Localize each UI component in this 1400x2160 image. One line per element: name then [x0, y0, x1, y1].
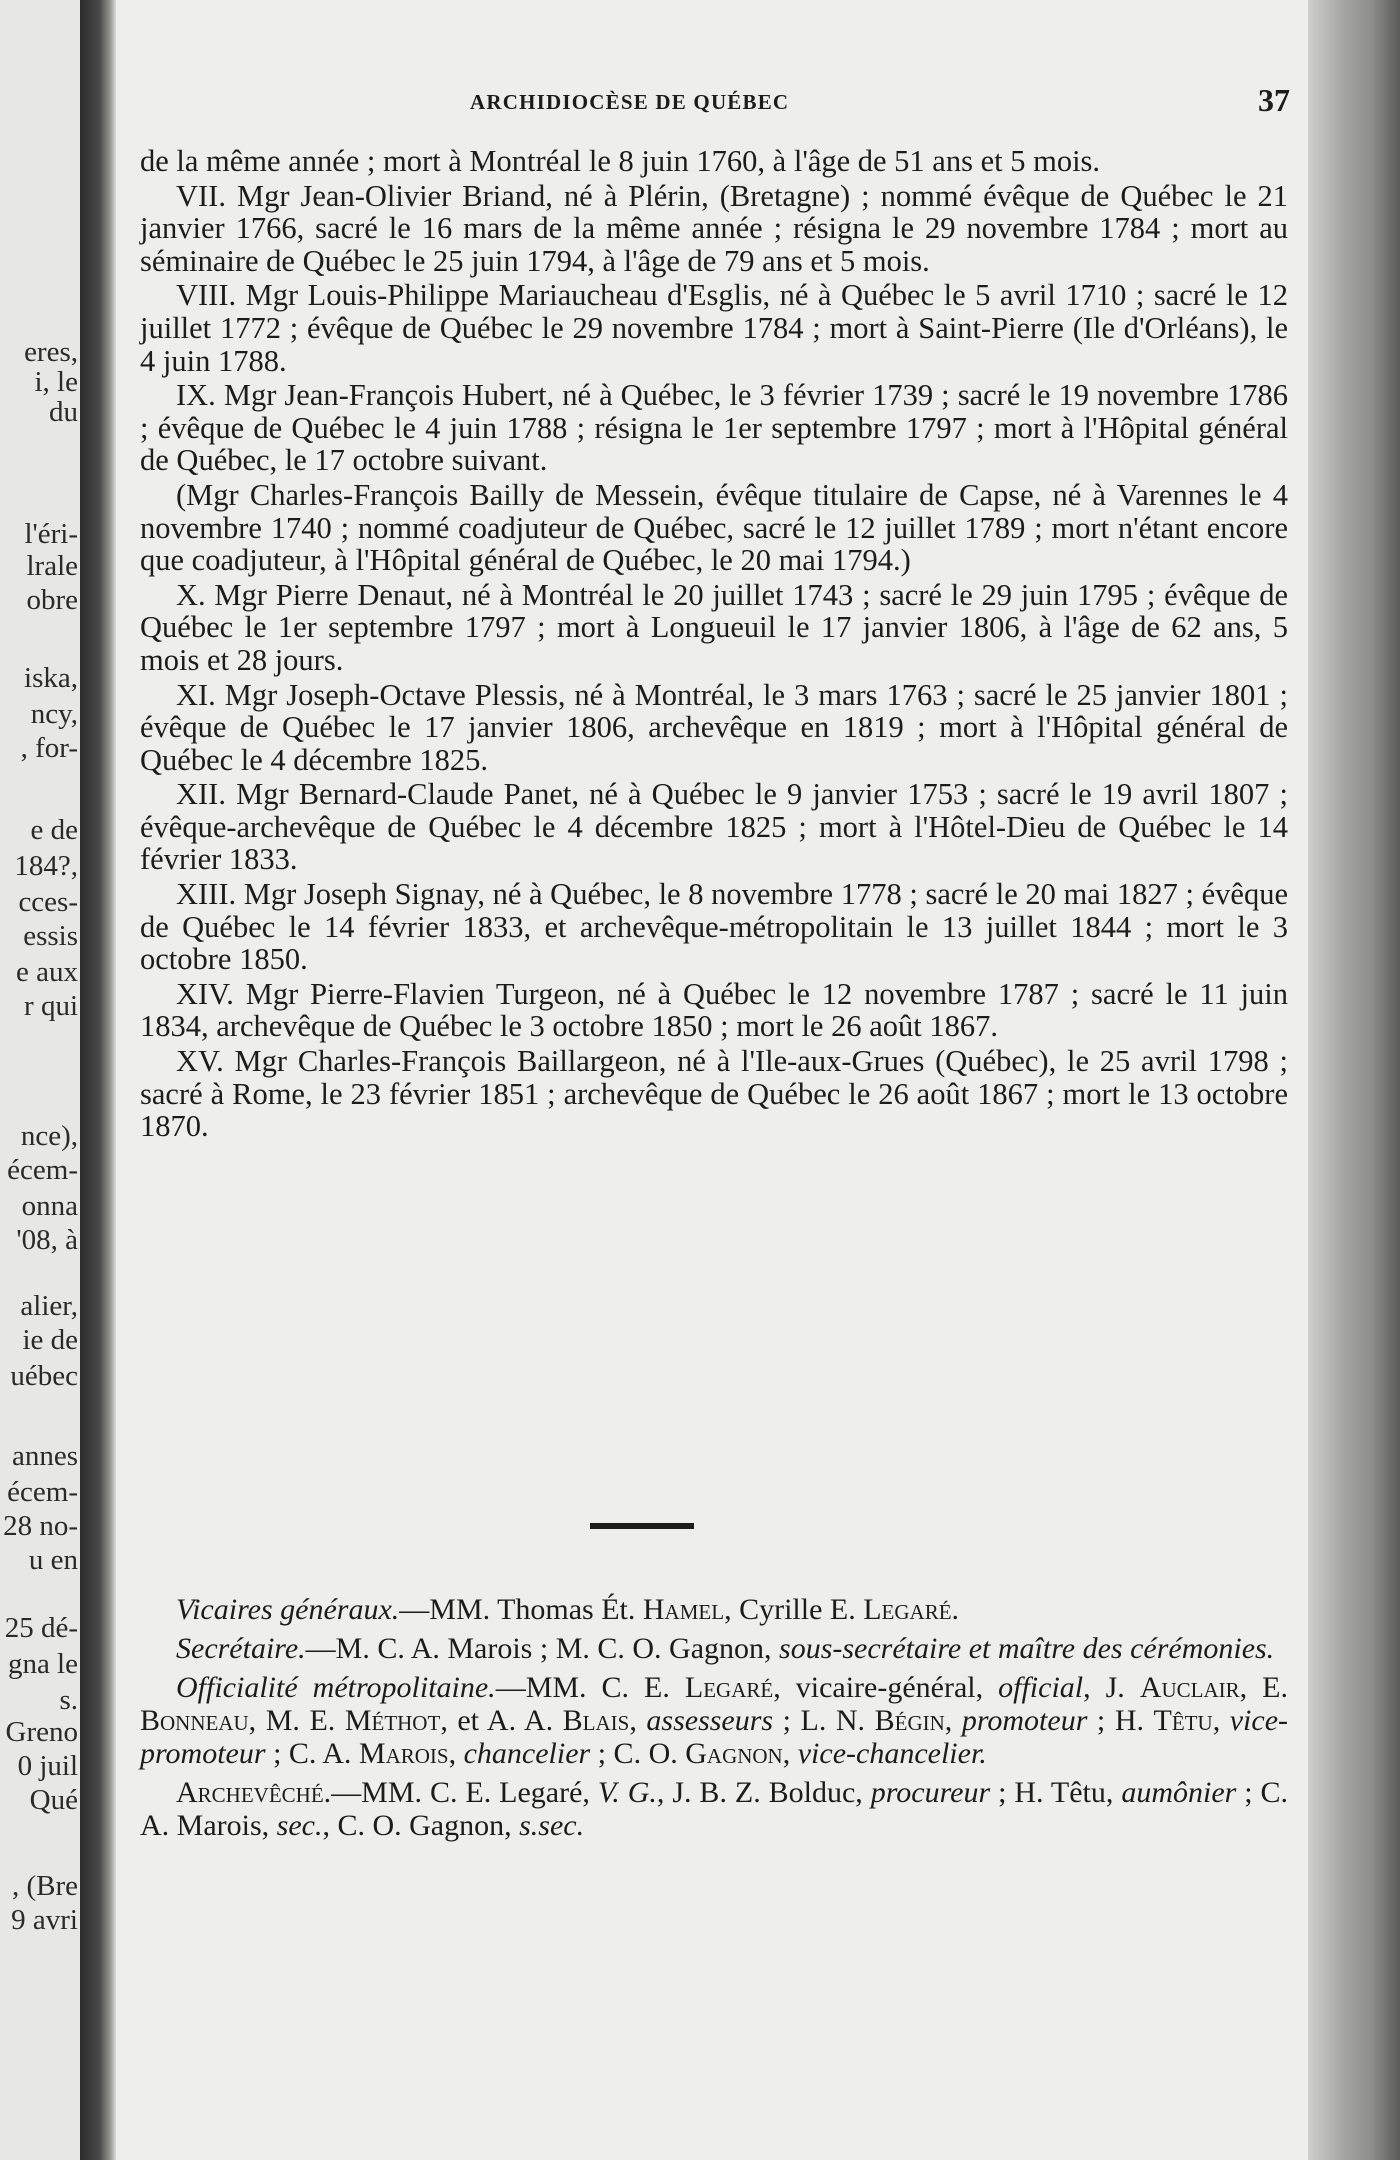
entry-text: ,: [448, 1737, 464, 1770]
left-page-fragment: 25 dé-: [4, 1612, 78, 1644]
entry-text: ; L. N.: [773, 1704, 875, 1737]
left-page-fragment: '08, à: [16, 1224, 78, 1256]
entry-text: , J.: [1083, 1671, 1140, 1704]
previous-page-edge: [0, 0, 80, 2160]
left-page-fragment: l'éri-: [24, 518, 78, 550]
book-gutter: [80, 0, 116, 2160]
bishop-entry-continued: de la même année ; mort à Montréal le 8 juin 1760, à l'âge de 51 ans et 5 mois.: [140, 144, 1101, 178]
running-header: [130, 82, 1290, 128]
entry-text: , C. O. Gagnon,: [322, 1809, 520, 1842]
vicaires-generaux-entry: [140, 1593, 1288, 1626]
left-page-fragment: 0 juil: [17, 1750, 78, 1782]
secretaire-entry: [140, 1632, 1288, 1665]
left-page-fragment: 184?,: [14, 850, 78, 882]
section-divider: [590, 1523, 694, 1529]
left-page-fragment: 9 avri: [11, 1904, 78, 1936]
role-title: aumônier: [1121, 1776, 1237, 1809]
person-name: Hamel: [642, 1593, 725, 1626]
person-name: Blais: [562, 1704, 630, 1737]
left-page-fragment: uébec: [10, 1360, 78, 1392]
left-page-fragment: u en: [28, 1544, 78, 1576]
person-name: Méthot: [344, 1704, 441, 1737]
left-page-fragment: r qui: [24, 990, 78, 1022]
left-page-fragment: du: [49, 396, 78, 428]
role-title: V. G.: [597, 1776, 657, 1809]
page-number: 37: [1258, 82, 1290, 118]
book-page: [130, 0, 1320, 2160]
left-page-fragment: 28 no-: [3, 1510, 78, 1542]
role-title: assesseurs: [646, 1704, 774, 1737]
left-page-fragment: onna: [21, 1190, 78, 1222]
archeveche-entry: [140, 1776, 1288, 1842]
coadjutor-note: (Mgr Charles-François Bailly de Messein, évêque titulaire de Capse, né à Varennes le 4 novembre 1740 ; nommé coadjuteur de Québec, sacré le 12 juillet 1789 ; mort n'étant encore que coadjuteur, à l'Hôpital général de Québec, le 20 mai 1794.): [140, 477, 1288, 578]
left-page-fragment: eres,: [24, 336, 78, 368]
diocesan-officials: [140, 1593, 1288, 1848]
left-page-fragment: obre: [26, 584, 78, 616]
entry-text: ; C. A. Marois,: [140, 1776, 1289, 1842]
person-name: Bonneau: [140, 1704, 249, 1737]
entry-text: ; H.: [1087, 1704, 1154, 1737]
entry-text: —MM. C. E. Legaré,: [331, 1776, 598, 1809]
bishop-entry: IX. Mgr Jean-François Hubert, né à Québec, le 3 février 1739 ; sacré le 19 novembre 1786 ; évêque de Québec le 4 juin 1788 ; résigna le 1er septembre 1797 ; mort à l'Hôpital général de Québec, le 17 octobre suivant.: [140, 378, 1288, 478]
left-page-fragment: e aux: [16, 956, 78, 988]
left-page-fragment: cces-: [18, 886, 78, 918]
left-page-fragment: i, le: [34, 366, 78, 398]
bishop-entry: VIII. Mgr Louis-Philippe Mariaucheau d'Esglis, né à Québec le 5 avril 1710 ; sacré le 12 juillet 1772 ; évêque de Québec le 29 novembre 1784 ; mort à Saint-Pierre (Ile d'Orléans), le 4 juin 1788.: [140, 278, 1288, 378]
entry-label: Secrétaire.: [176, 1632, 306, 1665]
entry-text: ; C. A.: [265, 1737, 359, 1770]
left-page-fragment: nce),: [20, 1120, 78, 1152]
person-name: Gagnon: [685, 1737, 783, 1770]
entry-label: Archevêché.: [176, 1776, 332, 1809]
entry-text: , Cyrille E.: [724, 1593, 864, 1626]
person-name: Marois: [358, 1737, 449, 1770]
entry-text: —MM. C. E.: [495, 1671, 685, 1704]
role-title: chancelier: [463, 1737, 591, 1770]
role-title: sec.: [276, 1809, 323, 1842]
bishop-entry: XII. Mgr Bernard-Claude Panet, né à Québec le 9 janvier 1753 ; sacré le 19 avril 1807 ; évêque-archevêque de Québec le 4 décembre 1825 ; mort à l'Hôtel-Dieu de Québec le 14 février 1833.: [140, 777, 1288, 877]
entry-text: ,: [782, 1737, 798, 1770]
entry-label: Vicaires généraux.: [176, 1593, 400, 1626]
left-page-fragment: ncy,: [30, 698, 78, 730]
entry-text: ,: [1212, 1704, 1230, 1737]
entry-text: ,: [944, 1704, 962, 1737]
entry-text: , et A. A.: [440, 1704, 563, 1737]
left-page-fragment: écem-: [7, 1476, 78, 1508]
entry-label: Officialité métropolitaine.: [176, 1671, 496, 1704]
bishop-entry: VII. Mgr Jean-Olivier Briand, né à Plérin, (Bretagne) ; nommé évêque de Québec le 21 janvier 1766, sacré le 16 mars de la même année ; résigna le 29 novembre 1784 ; mort au séminaire de Québec le 25 juin 1794, à l'âge de 79 ans et 5 mois.: [140, 178, 1288, 278]
entry-text: , J. B. Z. Bolduc,: [656, 1776, 871, 1809]
role-title: vice-promoteur: [140, 1704, 1289, 1770]
entry-text: , M. E.: [248, 1704, 345, 1737]
role-title: procureur: [870, 1776, 991, 1809]
person-name: Bégin: [874, 1704, 945, 1737]
person-name: Legaré: [684, 1671, 774, 1704]
left-page-fragment: annes: [11, 1440, 78, 1472]
left-page-fragment: Qué: [29, 1784, 78, 1816]
bishop-entry: XV. Mgr Charles-François Baillargeon, né à l'Ile-aux-Grues (Québec), le 25 avril 1798 ; sacré à Rome, le 23 février 1851 ; archevêque de Québec le 26 août 1867 ; mort le 13 octobre 1870.: [140, 1044, 1288, 1144]
left-page-fragment: gna le: [7, 1648, 78, 1680]
left-page-fragment: ie de: [22, 1324, 78, 1356]
left-page-fragment: e de: [30, 814, 78, 846]
person-name: Auclair: [1139, 1671, 1240, 1704]
left-page-fragment: Greno: [5, 1716, 78, 1748]
role-title: sous-secrétaire et maître des cérémonies.: [779, 1632, 1275, 1665]
bishop-entry: XIII. Mgr Joseph Signay, né à Québec, le 8 novembre 1778 ; sacré le 20 mai 1827 ; évêque de Québec le 14 février 1833, et archevêque-métropolitain le 13 juillet 1844 ; mort le 3 octobre 1850.: [140, 877, 1288, 977]
person-name: Legaré: [863, 1593, 952, 1626]
left-page-fragment: iska,: [24, 662, 78, 694]
role-title: promoteur: [961, 1704, 1088, 1737]
page-stack-edge: [1308, 0, 1400, 2160]
bishop-entry: XI. Mgr Joseph-Octave Plessis, né à Montréal, le 3 mars 1763 ; sacré le 25 janvier 1801 ; évêque de Québec le 17 janvier 1806, archevêque en 1819 ; mort à l'Hôpital général de Québec le 4 décembre 1825.: [140, 677, 1288, 777]
role-title: s.sec.: [519, 1809, 585, 1842]
entry-text: —MM. Thomas Ét.: [399, 1593, 643, 1626]
bishop-entry: XIV. Mgr Pierre-Flavien Turgeon, né à Québec le 12 novembre 1787 ; sacré le 11 juin 1834, archevêque de Québec le 3 octobre 1850 ; mort le 26 août 1867.: [140, 976, 1288, 1044]
entry-text: .: [951, 1593, 960, 1626]
role-title: vice-chancelier.: [797, 1737, 987, 1770]
person-name: Têtu: [1153, 1704, 1213, 1737]
entry-text: ; H. Têtu,: [990, 1776, 1122, 1809]
bishops-list: [140, 145, 1288, 1145]
entry-text: ; C. O.: [590, 1737, 686, 1770]
entry-text: ,: [629, 1704, 647, 1737]
officialite-entry: [140, 1671, 1288, 1770]
left-page-fragment: s.: [59, 1684, 78, 1716]
running-title: ARCHIDIOCÈSE DE QUÉBEC: [470, 90, 790, 114]
left-page-fragment: lrale: [26, 550, 78, 582]
left-page-fragment: essis: [23, 920, 78, 952]
entry-text: , E.: [1239, 1671, 1289, 1704]
left-page-fragment: écem-: [7, 1154, 78, 1186]
bishop-entry: X. Mgr Pierre Denaut, né à Montréal le 20 juillet 1743 ; sacré le 29 juin 1795 ; évêque de Québec le 1er septembre 1797 ; mort à Longueuil le 17 janvier 1806, à l'âge de 62 ans, 5 mois et 28 jours.: [140, 577, 1288, 677]
left-page-fragment: alier,: [20, 1290, 78, 1322]
entry-text: —M. C. A. Marois ; M. C. O. Gagnon,: [305, 1632, 780, 1665]
left-page-fragment: , (Bre: [11, 1870, 78, 1902]
role-title: official: [998, 1671, 1084, 1704]
left-page-fragment: , for-: [20, 732, 78, 764]
entry-text: , vicaire-général,: [773, 1671, 999, 1704]
